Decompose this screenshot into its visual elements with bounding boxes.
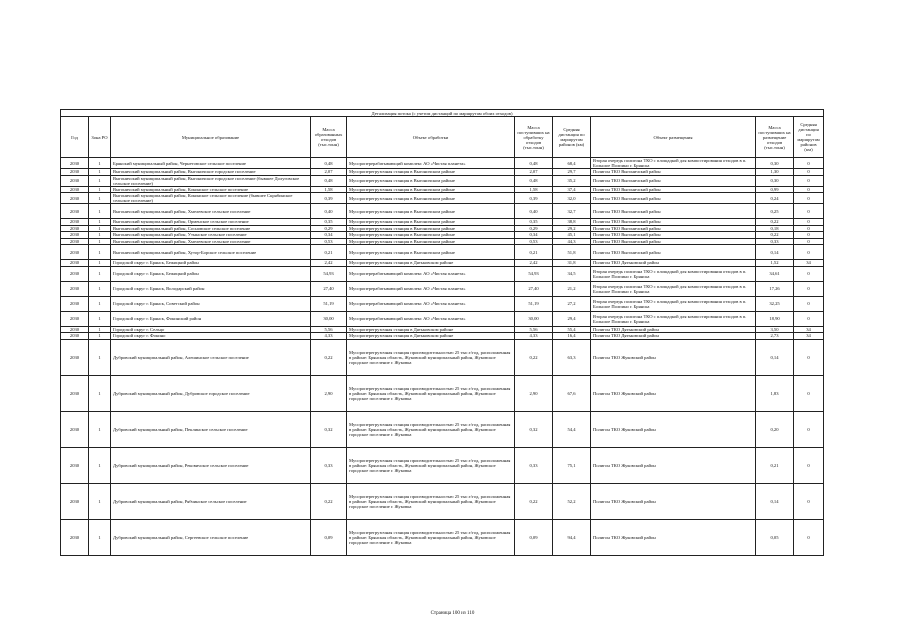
cell-distance-placement: 0 — [794, 447, 824, 483]
cell-distance-placement: 0 — [794, 281, 824, 296]
cell-processing-object: Мусороперегрузочная станция в Выгоничском районе — [347, 225, 515, 232]
cell-zone: 1 — [89, 326, 111, 333]
cell-distance-processing: 29,7 — [553, 169, 591, 176]
cell-distance-placement: 0 — [794, 311, 824, 326]
cell-year: 2030 — [61, 175, 89, 186]
cell-mass-processed: 0,29 — [515, 225, 553, 232]
cell-distance-processing: 31,8 — [553, 260, 591, 267]
cell-mass-processed: 2,42 — [515, 260, 553, 267]
cell-distance-processing: 54,4 — [553, 411, 591, 447]
flow-detail-table — [60, 109, 824, 556]
cell-distance-placement: 0 — [794, 411, 824, 447]
cell-year: 2030 — [61, 447, 89, 483]
cell-mass-generated: 2,42 — [311, 260, 347, 267]
cell-mass-placed: 0,22 — [756, 219, 794, 226]
cell-distance-processing: 63,3 — [553, 339, 591, 375]
cell-zone: 1 — [89, 447, 111, 483]
cell-mass-generated: 2,07 — [311, 169, 347, 176]
cell-year: 2030 — [61, 333, 89, 340]
cell-mass-placed: 0,21 — [756, 447, 794, 483]
cell-mass-processed: 0,22 — [515, 339, 553, 375]
cell-mass-generated: 0,34 — [311, 232, 347, 239]
table-row — [61, 411, 824, 447]
cell-mass-placed: 1,30 — [756, 169, 794, 176]
cell-mass-placed: 3,50 — [756, 326, 794, 333]
cell-municipality: Дубровский муниципальный район, Пеклинское сельское поселение — [111, 411, 311, 447]
cell-distance-placement: 0 — [794, 245, 824, 260]
cell-mass-placed: 2,73 — [756, 333, 794, 340]
cell-mass-placed: 17,26 — [756, 281, 794, 296]
cell-year: 2030 — [61, 158, 89, 169]
cell-municipality: Выгоничский муниципальный район, Орменское сельское поселение — [111, 219, 311, 226]
cell-placement-object: Вторая очередь полигона ТКО с площадкой для компостирования отходов в п. Большое Полпино г. Брянска — [591, 281, 756, 296]
cell-mass-processed: 0,53 — [515, 238, 553, 245]
cell-mass-generated: 4,33 — [311, 333, 347, 340]
cell-municipality: Дубровский муниципальный район, Алешинское сельское поселение — [111, 339, 311, 375]
cell-mass-processed: 0,48 — [515, 175, 553, 186]
cell-processing-object: Мусороперерабатывающий комплекс АО «Чистая планета» — [347, 311, 515, 326]
cell-mass-placed: 34,61 — [756, 266, 794, 281]
cell-processing-object: Мусороперегрузочная станция в Выгоничском районе — [347, 245, 515, 260]
cell-placement-object: Вторая очередь полигона ТКО с площадкой для компостирования отходов в п. Большое Полпино г. Брянска — [591, 296, 756, 311]
cell-zone: 1 — [89, 281, 111, 296]
cell-placement-object: Полигон ТКО Выгоничский район — [591, 232, 756, 239]
cell-distance-processing: 21,2 — [553, 281, 591, 296]
table-row — [61, 281, 824, 296]
cell-zone: 1 — [89, 175, 111, 186]
cell-placement-object: Полигон ТКО Жуковский район — [591, 375, 756, 411]
cell-zone: 1 — [89, 204, 111, 219]
cell-mass-processed: 54,93 — [515, 266, 553, 281]
cell-mass-processed: 0,09 — [515, 519, 553, 555]
table-body — [61, 158, 824, 556]
cell-zone: 1 — [89, 339, 111, 375]
cell-mass-generated: 0,32 — [311, 411, 347, 447]
cell-year: 2030 — [61, 232, 89, 239]
cell-zone: 1 — [89, 483, 111, 519]
cell-placement-object: Полигон ТКО Выгоничский район — [591, 169, 756, 176]
cell-placement-object: Полигон ТКО Выгоничский район — [591, 245, 756, 260]
cell-zone: 1 — [89, 232, 111, 239]
cell-processing-object: Мусороперегрузочная станция в Дятьковском районе — [347, 333, 515, 340]
cell-year: 2030 — [61, 245, 89, 260]
cell-year: 2030 — [61, 266, 89, 281]
cell-distance-processing: 34,5 — [553, 266, 591, 281]
table-caption: Детализация потока (с учетом дистанций по маршрутам обоих отходов) — [61, 110, 824, 117]
cell-distance-placement: 0 — [794, 186, 824, 193]
cell-year: 2030 — [61, 281, 89, 296]
cell-processing-object: Мусороперегрузочная станция в Выгоничском районе — [347, 232, 515, 239]
col-distance-placement: Средняя дистанция по маршрутам районов (км) — [794, 117, 824, 158]
cell-year: 2030 — [61, 339, 89, 375]
cell-zone: 1 — [89, 519, 111, 555]
cell-mass-processed: 0,33 — [515, 447, 553, 483]
cell-mass-placed: 0,14 — [756, 339, 794, 375]
cell-distance-processing: 68,4 — [553, 158, 591, 169]
cell-distance-placement: 0 — [794, 169, 824, 176]
cell-mass-processed: 2,07 — [515, 169, 553, 176]
cell-distance-processing: 55,4 — [553, 326, 591, 333]
cell-municipality: Выгоничский муниципальный район, Сосновское сельское поселение — [111, 225, 311, 232]
table-row — [61, 311, 824, 326]
cell-mass-placed: 0,33 — [756, 238, 794, 245]
cell-placement-object: Полигон ТКО Жуковский район — [591, 483, 756, 519]
cell-mass-generated: 51,19 — [311, 296, 347, 311]
cell-mass-generated: 0,35 — [311, 219, 347, 226]
cell-processing-object: Мусороперегрузочная станция производительностью 25 тыс.т/год, расположенная в районе: Брянская область, Жуковский муниципальный район, Жуковское городское поселение г. Жуковка — [347, 339, 515, 375]
cell-mass-generated: 1,58 — [311, 186, 347, 193]
cell-distance-placement: 0 — [794, 219, 824, 226]
cell-distance-processing: 52,2 — [553, 483, 591, 519]
cell-distance-processing: 27,2 — [553, 296, 591, 311]
cell-mass-placed: 0,14 — [756, 483, 794, 519]
cell-mass-placed: 0,30 — [756, 158, 794, 169]
cell-mass-processed: 0,40 — [515, 204, 553, 219]
cell-year: 2030 — [61, 219, 89, 226]
cell-distance-processing: 45,1 — [553, 232, 591, 239]
cell-municipality: Городской округ г. Брянск, Володарский район — [111, 281, 311, 296]
cell-mass-processed: 5,56 — [515, 326, 553, 333]
cell-placement-object: Полигон ТКО Жуковский район — [591, 519, 756, 555]
cell-year: 2030 — [61, 225, 89, 232]
cell-mass-processed: 0,39 — [515, 193, 553, 204]
cell-zone: 1 — [89, 158, 111, 169]
cell-processing-object: Мусороперегрузочная станция в Выгоничском районе — [347, 193, 515, 204]
cell-mass-generated: 0,21 — [311, 245, 347, 260]
cell-distance-processing: 35,2 — [553, 175, 591, 186]
cell-year: 2030 — [61, 519, 89, 555]
cell-year: 2030 — [61, 186, 89, 193]
cell-distance-processing: 44,3 — [553, 238, 591, 245]
cell-distance-placement: 0 — [794, 175, 824, 186]
cell-mass-processed: 2,90 — [515, 375, 553, 411]
cell-mass-generated: 0,29 — [311, 225, 347, 232]
cell-mass-generated: 0,53 — [311, 238, 347, 245]
cell-year: 2030 — [61, 204, 89, 219]
cell-mass-placed: 0,22 — [756, 232, 794, 239]
cell-distance-placement: 0 — [794, 339, 824, 375]
col-mass-processed: Масса поступивших на обработку отходов (тыс.тонн) — [515, 117, 553, 158]
cell-distance-placement: 0 — [794, 483, 824, 519]
table-row — [61, 245, 824, 260]
cell-placement-object: Полигон ТКО Выгоничский район — [591, 219, 756, 226]
table-row — [61, 447, 824, 483]
cell-processing-object: Мусороперегрузочная станция производительностью 25 тыс.т/год, расположенная в районе: Брянская область, Жуковский муниципальный район, Жуковское городское поселение г. Жуковка — [347, 483, 515, 519]
table-row — [61, 519, 824, 555]
cell-mass-processed: 4,33 — [515, 333, 553, 340]
cell-municipality: Выгоничский муниципальный район, Хмелевское сельское поселение — [111, 238, 311, 245]
cell-zone: 1 — [89, 333, 111, 340]
cell-year: 2030 — [61, 483, 89, 519]
cell-mass-processed: 0,35 — [515, 219, 553, 226]
cell-processing-object: Мусороперегрузочная станция производительностью 25 тыс.т/год, расположенная в районе: Брянская область, Жуковский муниципальный район, Жуковское городское поселение г. Жуковка — [347, 519, 515, 555]
cell-mass-processed: 30,00 — [515, 311, 553, 326]
page-footer: Страница 100 из 110 — [430, 611, 475, 616]
table-row — [61, 266, 824, 281]
col-mass-placed: Масса поступивших на размещение отходов (тыс.тонн) — [756, 117, 794, 158]
cell-year: 2030 — [61, 296, 89, 311]
table-row — [61, 175, 824, 186]
table-row — [61, 483, 824, 519]
cell-placement-object: Полигон ТКО Жуковский район — [591, 447, 756, 483]
cell-distance-processing: 38,8 — [553, 219, 591, 226]
table-row — [61, 296, 824, 311]
col-year: Год — [61, 117, 89, 158]
cell-placement-object: Вторая очередь полигона ТКО с площадкой для компостирования отходов в п. Большое Полпино г. Брянска — [591, 158, 756, 169]
cell-zone: 1 — [89, 219, 111, 226]
cell-municipality: Городской округ г. Сельцо — [111, 326, 311, 333]
cell-placement-object: Полигон ТКО Дятьковский район — [591, 333, 756, 340]
cell-municipality: Городской округ г. Брянск, Фокинский район — [111, 311, 311, 326]
cell-municipality: Дубровский муниципальный район, Рековичское сельское поселение — [111, 447, 311, 483]
cell-mass-processed: 27,40 — [515, 281, 553, 296]
cell-mass-generated: 0,39 — [311, 193, 347, 204]
table-row — [61, 204, 824, 219]
col-mass-generated: Масса образованных отходов (тыс.тонн) — [311, 117, 347, 158]
cell-placement-object: Вторая очередь полигона ТКО с площадкой для компостирования отходов в п. Большое Полпино г. Брянска — [591, 266, 756, 281]
cell-mass-processed: 51,19 — [515, 296, 553, 311]
cell-year: 2030 — [61, 193, 89, 204]
cell-distance-placement: 0 — [794, 519, 824, 555]
table-row — [61, 339, 824, 375]
cell-mass-generated: 0,48 — [311, 158, 347, 169]
cell-processing-object: Мусороперегрузочная станция в Выгоничском районе — [347, 175, 515, 186]
cell-mass-processed: 0,22 — [515, 483, 553, 519]
cell-distance-placement: 0 — [794, 375, 824, 411]
cell-mass-generated: 0,09 — [311, 519, 347, 555]
cell-zone: 1 — [89, 193, 111, 204]
cell-processing-object: Мусороперегрузочная станция в Выгоничском районе — [347, 204, 515, 219]
cell-distance-processing: 51,8 — [553, 245, 591, 260]
cell-placement-object: Полигон ТКО Выгоничский район — [591, 193, 756, 204]
cell-processing-object: Мусороперегрузочная станция в Выгоничском районе — [347, 186, 515, 193]
cell-distance-placement: 34 — [794, 333, 824, 340]
cell-processing-object: Мусороперегрузочная станция производительностью 25 тыс.т/год, расположенная в районе: Брянская область, Жуковский муниципальный район, Жуковское городское поселение г. Жуковка — [347, 375, 515, 411]
col-placement-object: Объект размещения — [591, 117, 756, 158]
table-row — [61, 158, 824, 169]
cell-placement-object: Полигон ТКО Дятьковский район — [591, 260, 756, 267]
cell-municipality: Брянский муниципальный район, Чернетовское сельское поселение — [111, 158, 311, 169]
cell-zone: 1 — [89, 375, 111, 411]
cell-municipality: Дубровский муниципальный район, Сергеевское сельское поселение — [111, 519, 311, 555]
cell-mass-placed: 0,18 — [756, 225, 794, 232]
cell-municipality: Выгоничский муниципальный район, Хутор-Борское сельское поселение — [111, 245, 311, 260]
cell-mass-placed: 1,52 — [756, 260, 794, 267]
cell-year: 2030 — [61, 169, 89, 176]
cell-mass-placed: 0,14 — [756, 245, 794, 260]
cell-distance-placement: 0 — [794, 193, 824, 204]
cell-processing-object: Мусороперегрузочная станция в Дятьковском районе — [347, 326, 515, 333]
cell-mass-placed: 0,30 — [756, 175, 794, 186]
cell-municipality: Выгоничский муниципальный район, Кокинское сельское поселение — [111, 186, 311, 193]
cell-processing-object: Мусороперерабатывающий комплекс АО «Чистая планета» — [347, 281, 515, 296]
cell-zone: 1 — [89, 411, 111, 447]
cell-mass-placed: 32,25 — [756, 296, 794, 311]
cell-distance-processing: 94,4 — [553, 519, 591, 555]
cell-mass-placed: 18,90 — [756, 311, 794, 326]
cell-zone: 1 — [89, 169, 111, 176]
cell-distance-placement: 0 — [794, 238, 824, 245]
cell-year: 2030 — [61, 326, 89, 333]
cell-placement-object: Полигон ТКО Дятьковский район — [591, 326, 756, 333]
cell-processing-object: Мусороперегрузочная станция в Выгоничском районе — [347, 238, 515, 245]
cell-municipality: Выгоничский муниципальный район, Выгоничское городское поселение (бывшее Долуговское сельское поселение) — [111, 175, 311, 186]
cell-mass-processed: 0,34 — [515, 232, 553, 239]
cell-distance-processing: 67,6 — [553, 375, 591, 411]
cell-zone: 1 — [89, 311, 111, 326]
cell-municipality: Городской округ г. Фокино — [111, 333, 311, 340]
cell-mass-generated: 0,22 — [311, 339, 347, 375]
cell-zone: 1 — [89, 225, 111, 232]
data-sheet — [60, 109, 823, 556]
header-row — [61, 117, 824, 158]
cell-mass-generated: 54,93 — [311, 266, 347, 281]
table-row — [61, 193, 824, 204]
cell-placement-object: Полигон ТКО Выгоничский район — [591, 204, 756, 219]
cell-distance-processing: 29,2 — [553, 225, 591, 232]
cell-municipality: Дубровский муниципальный район, Дубровское городское поселение — [111, 375, 311, 411]
cell-distance-processing: 75,1 — [553, 447, 591, 483]
cell-distance-processing: 37,4 — [553, 186, 591, 193]
cell-mass-generated: 5,56 — [311, 326, 347, 333]
cell-mass-placed: 0,24 — [756, 193, 794, 204]
cell-year: 2030 — [61, 238, 89, 245]
cell-placement-object: Полигон ТКО Выгоничский район — [591, 225, 756, 232]
cell-processing-object: Мусороперегрузочная станция производительностью 25 тыс.т/год, расположенная в районе: Брянская область, Жуковский муниципальный район, Жуковское городское поселение г. Жуковка — [347, 411, 515, 447]
cell-year: 2030 — [61, 375, 89, 411]
cell-processing-object: Мусороперегрузочная станция в Выгоничском районе — [347, 219, 515, 226]
cell-processing-object: Мусороперегрузочная станция производительностью 25 тыс.т/год, расположенная в районе: Брянская область, Жуковский муниципальный район, Жуковское городское поселение г. Жуковка — [347, 447, 515, 483]
cell-year: 2030 — [61, 411, 89, 447]
cell-year: 2030 — [61, 311, 89, 326]
cell-municipality: Городской округ г. Брянск, Советский район — [111, 296, 311, 311]
cell-municipality: Выгоничский муниципальный район, Утынское сельское поселение — [111, 232, 311, 239]
cell-mass-placed: 0,05 — [756, 519, 794, 555]
cell-mass-generated: 2,90 — [311, 375, 347, 411]
cell-distance-placement: 0 — [794, 266, 824, 281]
cell-processing-object: Мусороперерабатывающий комплекс АО «Чистая планета» — [347, 296, 515, 311]
cell-zone: 1 — [89, 186, 111, 193]
cell-mass-generated: 27,40 — [311, 281, 347, 296]
cell-distance-placement: 0 — [794, 158, 824, 169]
cell-municipality: Городской округ г. Брянск, Бежицкий район — [111, 260, 311, 267]
cell-processing-object: Мусороперерабатывающий комплекс АО «Чистая планета» — [347, 266, 515, 281]
cell-placement-object: Полигон ТКО Выгоничский район — [591, 175, 756, 186]
cell-placement-object: Полигон ТКО Выгоничский район — [591, 186, 756, 193]
cell-distance-placement: 34 — [794, 260, 824, 267]
cell-distance-processing: 16,4 — [553, 333, 591, 340]
cell-municipality: Городской округ г. Брянск, Бежицкий район — [111, 266, 311, 281]
col-processing-object: Объект обработки — [347, 117, 515, 158]
cell-mass-processed: 0,48 — [515, 158, 553, 169]
cell-zone: 1 — [89, 260, 111, 267]
cell-placement-object: Полигон ТКО Выгоничский район — [591, 238, 756, 245]
cell-mass-generated: 0,22 — [311, 483, 347, 519]
cell-placement-object: Вторая очередь полигона ТКО с площадкой для компостирования отходов в п. Большое Полпино г. Брянска — [591, 311, 756, 326]
cell-distance-processing: 32,0 — [553, 193, 591, 204]
cell-mass-placed: 0,20 — [756, 411, 794, 447]
cell-distance-processing: 32,7 — [553, 204, 591, 219]
cell-mass-generated: 0,48 — [311, 175, 347, 186]
cell-mass-placed: 0,25 — [756, 204, 794, 219]
cell-distance-placement: 0 — [794, 204, 824, 219]
cell-zone: 1 — [89, 245, 111, 260]
cell-mass-processed: 1,58 — [515, 186, 553, 193]
cell-placement-object: Полигон ТКО Жуковский район — [591, 411, 756, 447]
cell-municipality: Выгоничский муниципальный район, Хмелевское сельское поселение — [111, 204, 311, 219]
cell-mass-placed: 0,99 — [756, 186, 794, 193]
cell-municipality: Выгоничский муниципальный район, Выгоничское городское поселение — [111, 169, 311, 176]
cell-mass-processed: 0,21 — [515, 245, 553, 260]
col-zone: Зона РО — [89, 117, 111, 158]
cell-processing-object: Мусороперерабатывающий комплекс АО «Чистая планета» — [347, 158, 515, 169]
col-municipality: Муниципальное образование — [111, 117, 311, 158]
cell-zone: 1 — [89, 238, 111, 245]
cell-mass-generated: 30,00 — [311, 311, 347, 326]
cell-mass-generated: 0,40 — [311, 204, 347, 219]
cell-placement-object: Полигон ТКО Жуковский район — [591, 339, 756, 375]
cell-mass-placed: 1,83 — [756, 375, 794, 411]
cell-distance-processing: 29,4 — [553, 311, 591, 326]
cell-processing-object: Мусороперегрузочная станция в Выгоничском районе — [347, 169, 515, 176]
cell-distance-placement: 0 — [794, 232, 824, 239]
cell-year: 2030 — [61, 260, 89, 267]
cell-municipality: Дубровский муниципальный район, Рябчинское сельское поселение — [111, 483, 311, 519]
cell-distance-placement: 0 — [794, 225, 824, 232]
cell-mass-generated: 0,33 — [311, 447, 347, 483]
cell-distance-placement: 34 — [794, 326, 824, 333]
cell-distance-placement: 0 — [794, 296, 824, 311]
cell-municipality: Выгоничский муниципальный район, Кокинское сельское поселение (бывшее Скрябинское сельское поселение) — [111, 193, 311, 204]
col-distance-processing: Средняя дистанция по маршрутам районов (км) — [553, 117, 591, 158]
cell-zone: 1 — [89, 296, 111, 311]
table-row — [61, 375, 824, 411]
cell-mass-processed: 0,32 — [515, 411, 553, 447]
cell-zone: 1 — [89, 266, 111, 281]
cell-processing-object: Мусороперегрузочная станция в Дятьковском районе — [347, 260, 515, 267]
